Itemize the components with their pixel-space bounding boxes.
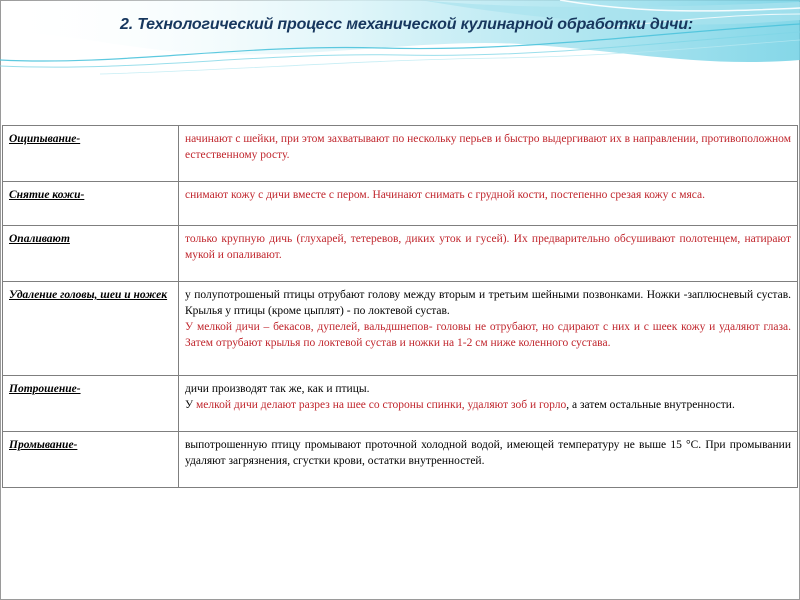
- step-name: Снятие кожи-: [3, 182, 179, 226]
- description-line: [185, 187, 791, 203]
- step-name: Опаливают: [3, 226, 179, 282]
- table-row: [3, 126, 798, 182]
- table-row: [3, 182, 798, 226]
- step-description: [179, 376, 798, 432]
- description-text: У: [185, 399, 197, 411]
- step-description: [179, 126, 798, 182]
- slide-title: 2. Технологический процесс механической кулинарной обработки дичи:: [120, 16, 693, 33]
- description-text: мелкой дичи делают разрез на шее со стороны спинки, удаляют зоб и горло: [196, 399, 567, 411]
- step-name: Удаление головы, шеи и ножек: [3, 282, 179, 376]
- description-text: только крупную дичь (глухарей, тетеревов, диких уток и гусей). Их предварительно обсушивают полотенцем, натирают мукой и опаливают.: [185, 233, 791, 261]
- step-description: [179, 432, 798, 488]
- empty-area: [2, 488, 798, 596]
- table-row: [3, 282, 798, 376]
- step-name: Ощипывание-: [3, 126, 179, 182]
- description-line: [185, 231, 791, 263]
- table-row: [3, 432, 798, 488]
- step-name: Потрошение-: [3, 376, 179, 432]
- step-name: Промывание-: [3, 432, 179, 488]
- step-description: [179, 182, 798, 226]
- description-text: выпотрошенную птицу промывают проточной холодной водой, имеющей температуру не выше 15 °С. При промывании удаляют загрязнения, сгустки крови, остатки внутренностей.: [185, 439, 791, 467]
- description-text: дичи производят так же, как и птицы.: [185, 383, 370, 395]
- description-line: [185, 287, 791, 319]
- description-text: , а затем остальные внутренности.: [566, 399, 735, 411]
- step-description: [179, 226, 798, 282]
- description-line: [185, 397, 791, 413]
- description-line: [185, 319, 791, 351]
- description-text: снимают кожу с дичи вместе с пером. Начинают снимать с грудной кости, постепенно срезая кожу с мяса.: [185, 189, 706, 201]
- description-line: [185, 437, 791, 469]
- process-table: [2, 125, 798, 488]
- header-wave-decoration: [0, 0, 800, 90]
- description-text: у полупотрошеный птицы отрубают голову между вторым и третьим шейными позвонками. Ножки -заплюсневый сустав. Крылья у птицы (кроме цыплят) - по локтевой сустав.: [185, 289, 791, 317]
- description-text: начинают с шейки, при этом захватывают по нескольку перьев и быстро выдергивают их в направлении, противоположном естественному росту.: [185, 133, 791, 161]
- description-line: [185, 131, 791, 163]
- step-description: [179, 282, 798, 376]
- table-row: [3, 376, 798, 432]
- description-text: У мелкой дичи – бекасов, дупелей, вальдшнепов- головы не отрубают, но сдирают с них и с шеек кожу и удаляют глаза. Затем отрубают крылья по локтевой сустав и ножки на 1-2 см ниже коленного сустава.: [185, 321, 791, 349]
- description-line: [185, 381, 791, 397]
- table-row: [3, 226, 798, 282]
